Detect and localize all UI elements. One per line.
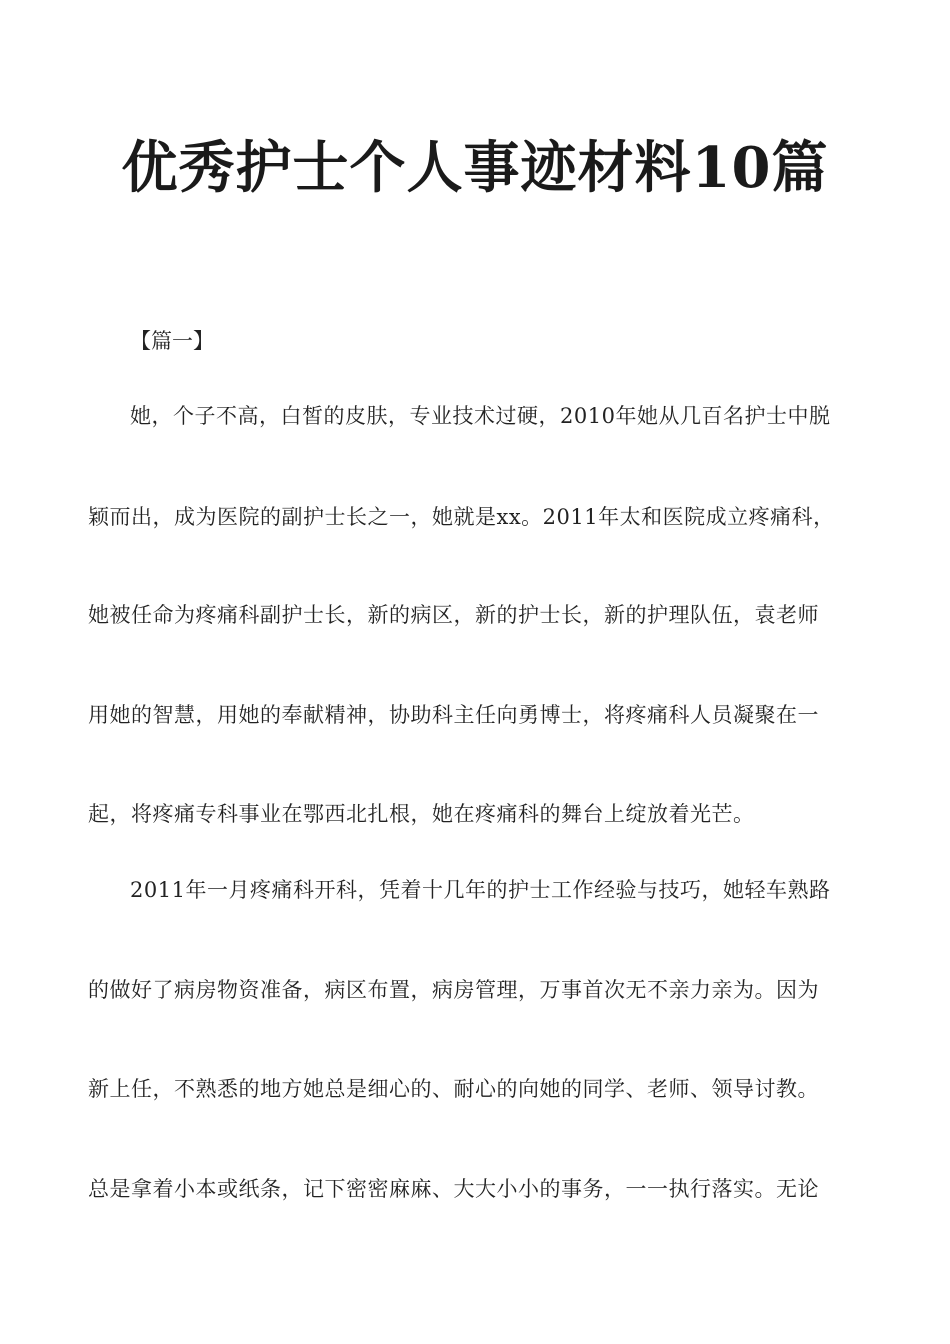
paragraph-line: 她被任命为疼痛科副护士长，新的病区，新的护士长，新的护理队伍，袁老师 bbox=[88, 603, 819, 627]
paragraph-line: 颖而出，成为医院的副护士长之一，她就是xx。2011年太和医院成立疼痛科， bbox=[88, 505, 835, 529]
section-heading: 【篇一】 bbox=[130, 329, 214, 353]
paragraph-line: 新上任，不熟悉的地方她总是细心的、耐心的向她的同学、老师、领导讨教。 bbox=[88, 1077, 819, 1101]
document-title: 优秀护士个人事迹材料10篇 bbox=[121, 135, 829, 201]
paragraph-line: 用她的智慧，用她的奉献精神，协助科主任向勇博士，将疼痛科人员凝聚在一 bbox=[88, 703, 819, 727]
paragraph-line: 总是拿着小本或纸条，记下密密麻麻、大大小小的事务，一一执行落实。无论 bbox=[88, 1177, 819, 1201]
paragraph-line: 她，个子不高，白皙的皮肤，专业技术过硬，2010年她从几百名护士中脱 bbox=[130, 404, 831, 428]
paragraph-line: 起，将疼痛专科事业在鄂西北扎根，她在疼痛科的舞台上绽放着光芒。 bbox=[88, 802, 755, 826]
paragraph-line: 2011年一月疼痛科开科，凭着十几年的护士工作经验与技巧，她轻车熟路 bbox=[130, 878, 831, 902]
paragraph-line: 的做好了病房物资准备，病区布置，病房管理，万事首次无不亲力亲为。因为 bbox=[88, 978, 819, 1002]
